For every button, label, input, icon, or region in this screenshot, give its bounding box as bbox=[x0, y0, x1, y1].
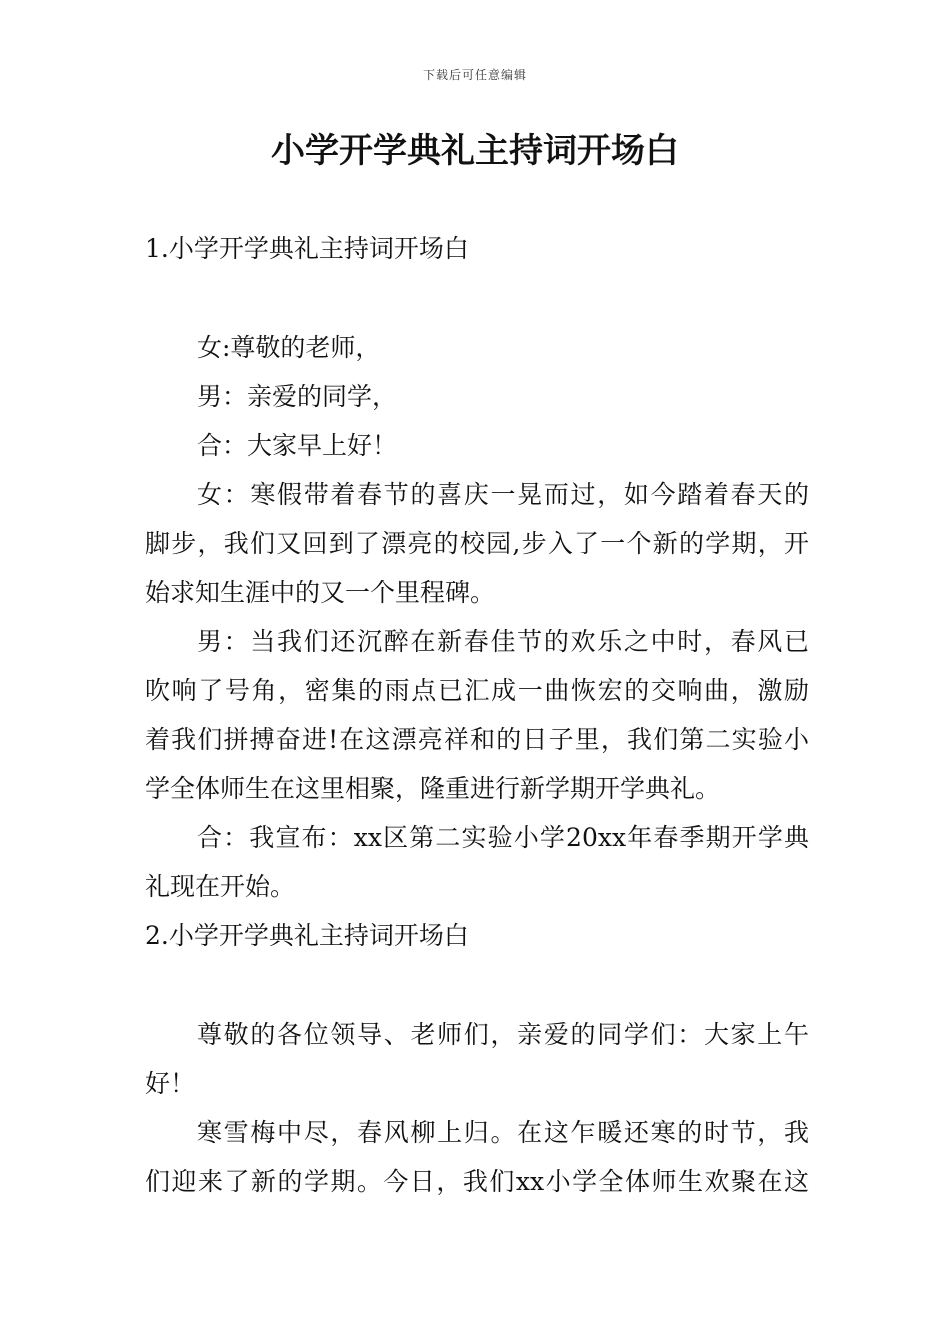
paragraph-line: 着我们拼搏奋进!在这漂亮祥和的日子里，我们第二实验小 bbox=[145, 725, 809, 754]
paragraph-line: 礼现在开始。 bbox=[145, 872, 296, 901]
section-heading-1: 1.小学开学典礼主持词开场白 bbox=[145, 234, 469, 263]
document-body bbox=[145, 224, 809, 1206]
paragraph-line: 合：我宣布：xx区第二实验小学20xx年春季期开学典 bbox=[197, 823, 809, 852]
paragraph-line: 脚步，我们又回到了漂亮的校园,步入了一个新的学期，开 bbox=[145, 529, 809, 558]
header-note: 下载后可任意编辑 bbox=[422, 68, 527, 82]
blank-line bbox=[145, 960, 809, 1010]
paragraph-line: 始求知生涯中的又一个里程碑。 bbox=[145, 578, 496, 607]
paragraph-line: 吹响了号角，密集的雨点已汇成一曲恢宏的交响曲，激励 bbox=[145, 676, 809, 705]
paragraph-line: 好！ bbox=[145, 1069, 196, 1098]
paragraph-line: 尊敬的各位领导、老师们，亲爱的同学们：大家上午 bbox=[197, 1020, 809, 1049]
paragraph-line: 寒雪梅中尽，春风柳上归。在这乍暖还寒的时节，我 bbox=[197, 1118, 809, 1147]
page-title: 小学开学典礼主持词开场白 bbox=[271, 131, 679, 171]
section-heading-2: 2.小学开学典礼主持词开场白 bbox=[145, 921, 469, 950]
blank-line bbox=[145, 273, 809, 323]
paragraph-line: 男：当我们还沉醉在新春佳节的欢乐之中时，春风已 bbox=[197, 627, 809, 656]
paragraph-line: 们迎来了新的学期。今日，我们xx小学全体师生欢聚在这 bbox=[145, 1167, 809, 1196]
paragraph-line: 合：大家早上好！ bbox=[197, 431, 398, 460]
paragraph-line: 男：亲爱的同学， bbox=[197, 382, 398, 411]
paragraph-line: 学全体师生在这里相聚，隆重进行新学期开学典礼。 bbox=[145, 774, 721, 803]
paragraph-line: 女：寒假带着春节的喜庆一晃而过，如今踏着春天的 bbox=[197, 480, 809, 509]
paragraph-line: 女:尊敬的老师， bbox=[197, 333, 381, 362]
